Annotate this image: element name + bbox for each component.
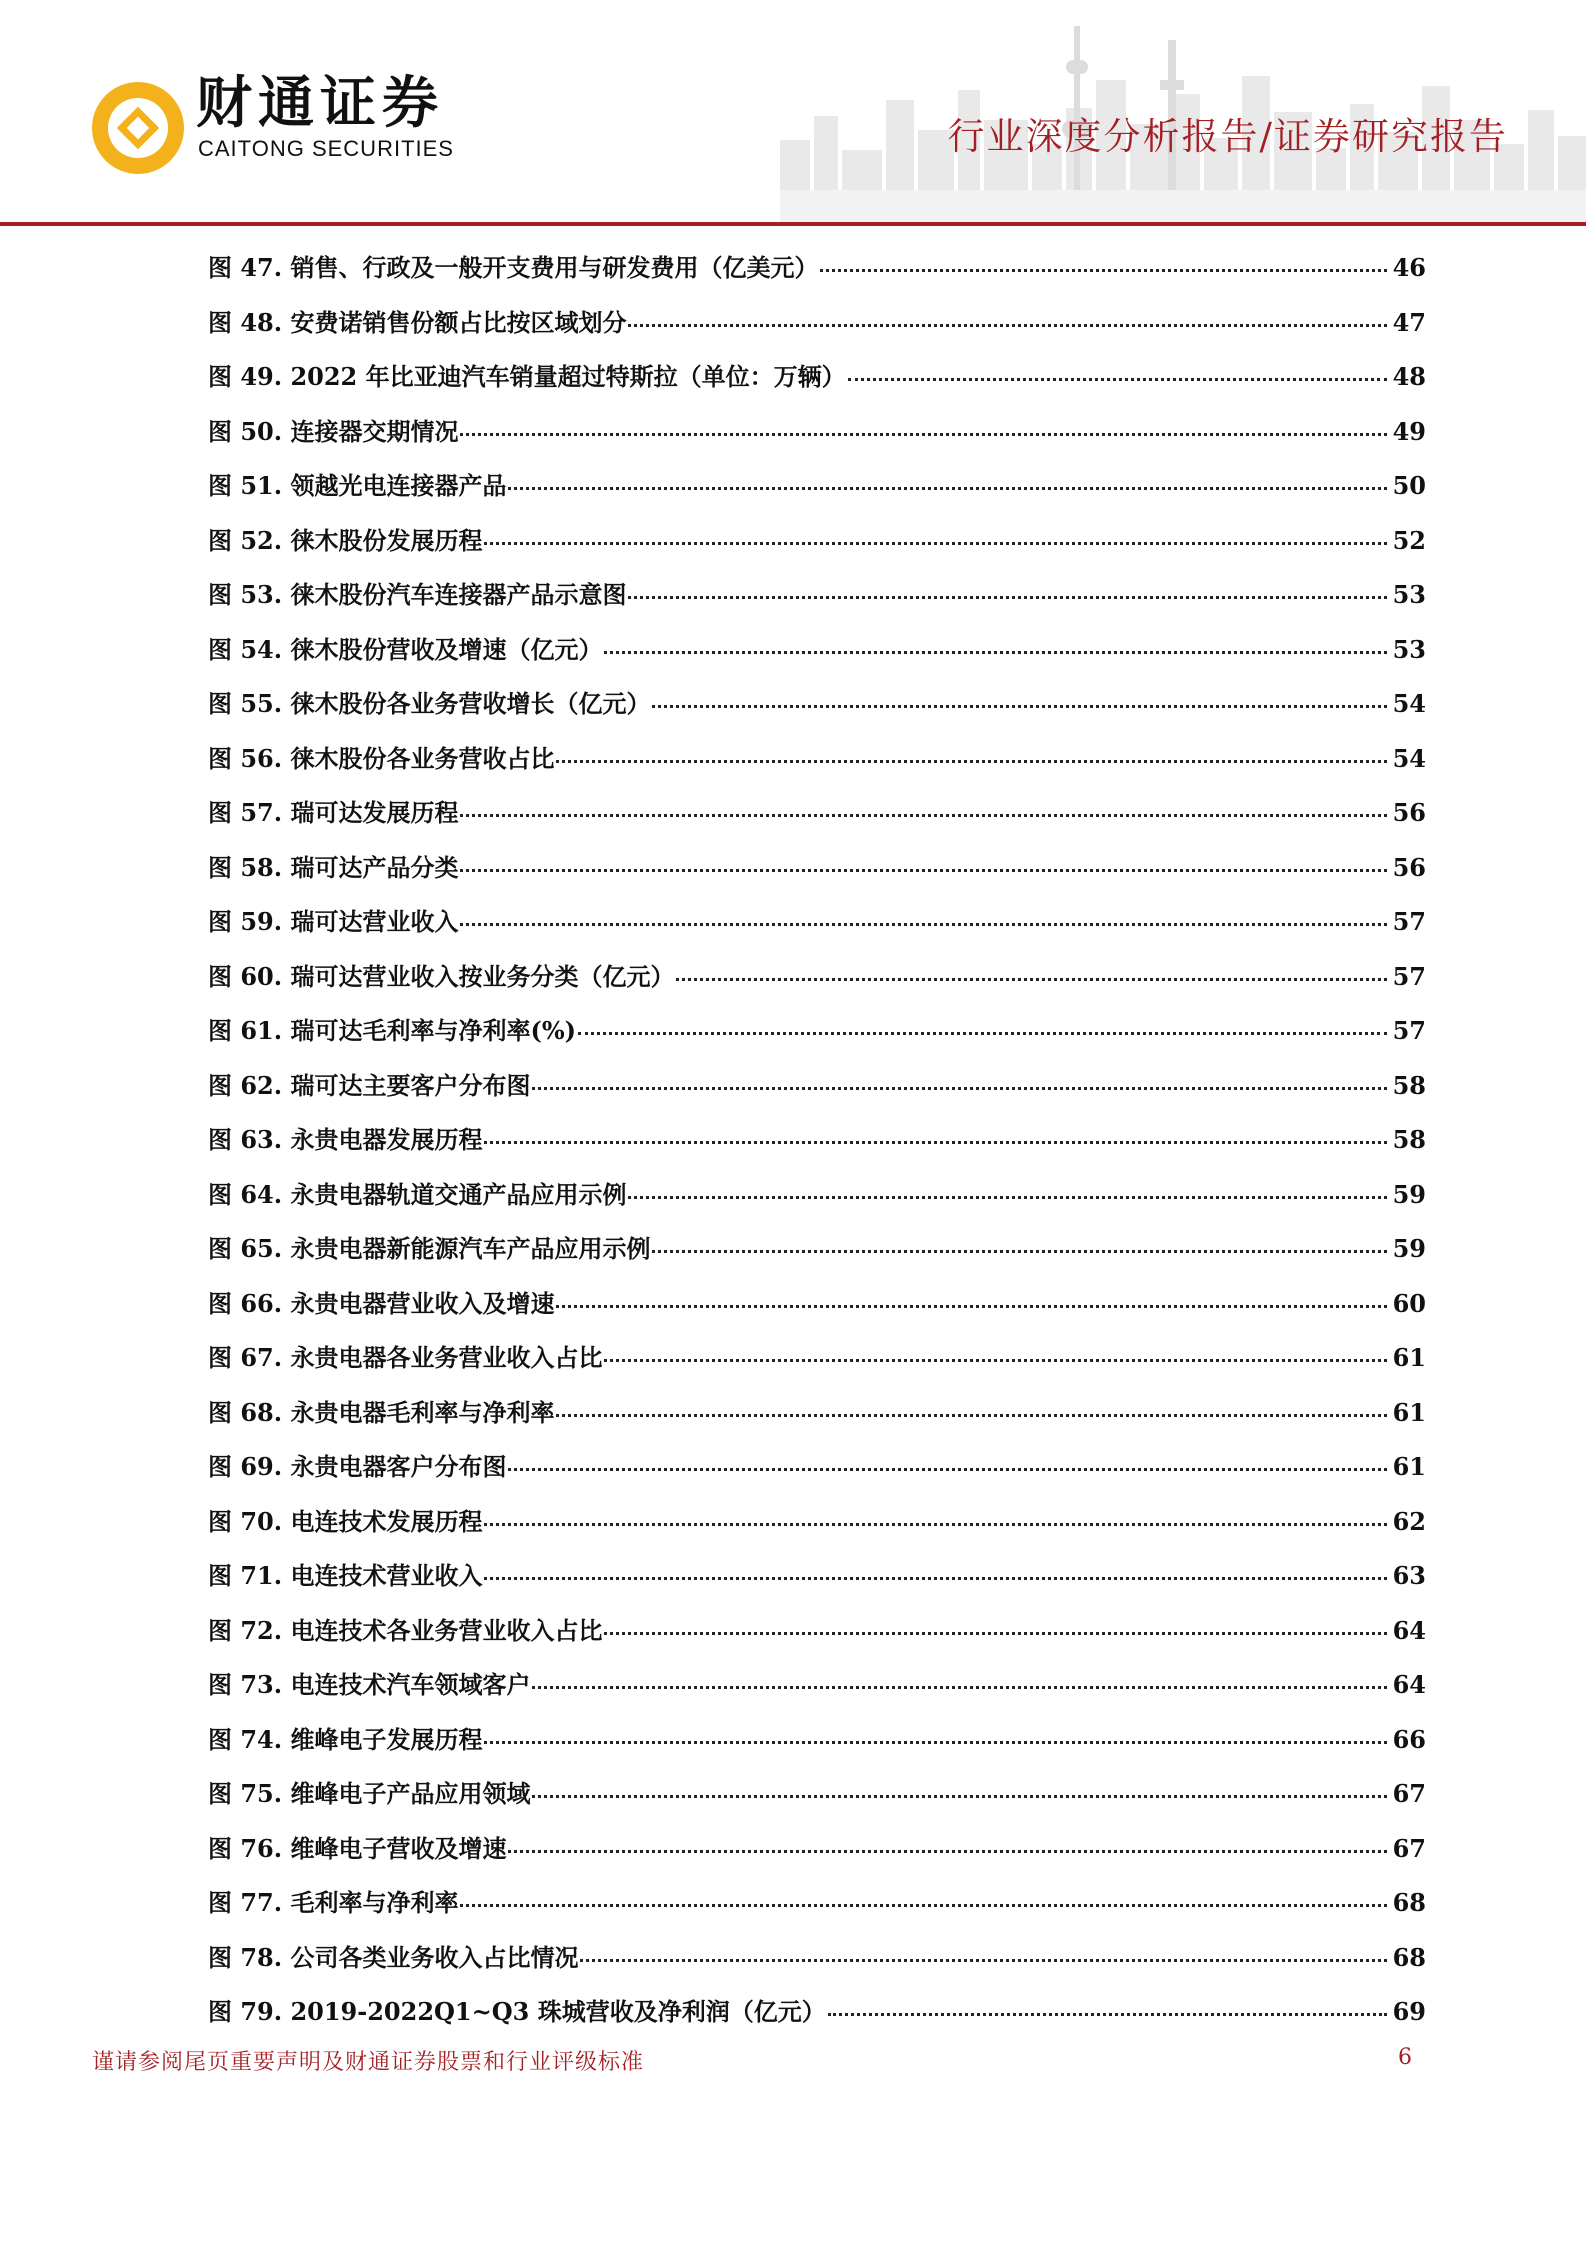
toc-entry-label: 图 78. 公司各类业务收入占比情况: [208, 1942, 579, 1972]
toc-entry[interactable]: [208, 1826, 1426, 1881]
toc-entry-page: 67: [1392, 1779, 1426, 1808]
toc-entry-label: 图 68. 永贵电器毛利率与净利率: [208, 1397, 555, 1427]
dot-leader: [460, 1903, 1386, 1907]
dot-leader: [532, 1794, 1386, 1798]
toc-entry[interactable]: [208, 1117, 1426, 1172]
toc-entry-page: 54: [1392, 689, 1426, 718]
dot-leader: [484, 1576, 1386, 1580]
dot-leader: [604, 1358, 1386, 1362]
dot-leader: [484, 541, 1386, 545]
toc-entry[interactable]: [208, 954, 1426, 1009]
toc-entry-label: 图 58. 瑞可达产品分类: [208, 852, 459, 882]
toc-entry-label: 图 67. 永贵电器各业务营业收入占比: [208, 1343, 603, 1372]
toc-entry-page: 63: [1392, 1561, 1426, 1590]
dot-leader: [460, 922, 1386, 926]
dot-leader: [556, 1413, 1386, 1417]
toc-entry-page: 47: [1392, 307, 1426, 337]
dot-leader: [652, 1249, 1386, 1253]
toc-entry-page: 52: [1392, 525, 1426, 555]
dot-leader: [556, 759, 1386, 763]
toc-entry-label: 图 66. 永贵电器营业收入及增速: [208, 1288, 555, 1318]
dot-leader: [508, 486, 1386, 490]
dot-leader: [484, 1522, 1386, 1526]
toc-entry-label: 图 70. 电连技术发展历程: [208, 1506, 483, 1536]
toc-entry-page: 61: [1392, 1452, 1426, 1481]
dot-leader: [578, 1031, 1387, 1035]
toc-entry[interactable]: [208, 1172, 1426, 1227]
toc-entry-page: 56: [1392, 798, 1426, 827]
toc-entry-page: 57: [1392, 1016, 1426, 1045]
dot-leader: [820, 268, 1386, 272]
toc-entry-page: 58: [1392, 1125, 1426, 1154]
dot-leader: [628, 1195, 1386, 1199]
dot-leader: [628, 323, 1386, 327]
toc-entry[interactable]: [208, 1717, 1426, 1772]
toc-entry-label: 图 51. 领越光电连接器产品: [208, 471, 507, 500]
dot-leader: [484, 1140, 1386, 1144]
toc-entry[interactable]: [208, 1608, 1426, 1663]
page-header: [0, 0, 1586, 228]
toc-entry-label: 图 60. 瑞可达营业收入按业务分类（亿元）: [208, 961, 675, 991]
toc-entry[interactable]: [208, 1008, 1426, 1063]
toc-entry-label: 图 57. 瑞可达发展历程: [208, 798, 459, 827]
toc-entry-label: 图 79. 2019-2022Q1~Q3 珠城营收及净利润（亿元）: [208, 1997, 826, 2026]
toc-entry[interactable]: [208, 572, 1426, 627]
toc-entry[interactable]: [208, 899, 1426, 954]
toc-entry[interactable]: [208, 1935, 1426, 1990]
toc-entry-page: 67: [1392, 1833, 1426, 1863]
toc-entry[interactable]: [208, 681, 1426, 736]
toc-entry-label: 图 69. 永贵电器客户分布图: [208, 1452, 507, 1481]
page-number: 6: [1398, 2045, 1412, 2070]
dot-leader: [604, 1631, 1386, 1635]
toc-entry[interactable]: [208, 300, 1426, 355]
toc-entry[interactable]: [208, 1771, 1426, 1826]
toc-entry-label: 图 61. 瑞可达毛利率与净利率(%): [208, 1016, 576, 1045]
toc-entry-page: 61: [1392, 1397, 1426, 1427]
toc-entry-page: 57: [1392, 961, 1426, 991]
toc-entry[interactable]: [208, 1390, 1426, 1445]
dot-leader: [580, 1958, 1386, 1962]
toc-entry[interactable]: [208, 845, 1426, 900]
toc-entry-label: 图 52. 徕木股份发展历程: [208, 525, 483, 555]
toc-entry-page: 66: [1392, 1724, 1426, 1754]
toc-entry[interactable]: [208, 627, 1426, 682]
toc-entry-page: 69: [1392, 1997, 1426, 2026]
toc-entry-label: 图 49. 2022 年比亚迪汽车销量超过特斯拉（单位：万辆）: [208, 362, 846, 391]
toc-entry-page: 64: [1392, 1615, 1426, 1645]
toc-entry-label: 图 53. 徕木股份汽车连接器产品示意图: [208, 580, 627, 609]
toc-entry[interactable]: [208, 518, 1426, 573]
dot-leader: [460, 432, 1386, 436]
toc-entry-page: 56: [1392, 852, 1426, 882]
figure-index-list: [208, 245, 1426, 2044]
toc-entry[interactable]: [208, 1335, 1426, 1390]
toc-entry-label: 图 59. 瑞可达营业收入: [208, 907, 459, 936]
toc-entry-label: 图 48. 安费诺销售份额占比按区域划分: [208, 307, 627, 337]
toc-entry-page: 64: [1392, 1670, 1426, 1699]
footer-disclaimer: 谨请参阅尾页重要声明及财通证券股票和行业评级标准: [92, 2050, 645, 2075]
toc-entry[interactable]: [208, 790, 1426, 845]
toc-entry-label: 图 50. 连接器交期情况: [208, 416, 459, 446]
toc-entry-label: 图 72. 电连技术各业务营业收入占比: [208, 1615, 603, 1645]
caitong-logo-icon: [88, 78, 188, 178]
toc-entry[interactable]: [208, 245, 1426, 300]
brand-name-cn: 财通证券: [196, 71, 444, 136]
toc-entry[interactable]: [208, 1063, 1426, 1118]
toc-entry[interactable]: [208, 1553, 1426, 1608]
toc-entry[interactable]: [208, 1499, 1426, 1554]
toc-entry[interactable]: [208, 1989, 1426, 2044]
toc-entry-page: 48: [1392, 362, 1426, 391]
report-type-title: 行业深度分析报告/证券研究报告: [947, 115, 1508, 158]
toc-entry-label: 图 74. 维峰电子发展历程: [208, 1724, 483, 1754]
toc-entry[interactable]: [208, 1662, 1426, 1717]
toc-entry-label: 图 56. 徕木股份各业务营收占比: [208, 743, 555, 773]
dot-leader: [508, 1849, 1386, 1853]
toc-entry-page: 59: [1392, 1179, 1426, 1209]
toc-entry-label: 图 62. 瑞可达主要客户分布图: [208, 1070, 531, 1100]
dot-leader: [828, 2012, 1387, 2016]
dot-leader: [460, 868, 1386, 872]
toc-entry-label: 图 54. 徕木股份营收及增速（亿元）: [208, 634, 603, 664]
toc-entry-page: 59: [1392, 1234, 1426, 1263]
dot-leader: [604, 650, 1386, 654]
dot-leader: [628, 595, 1386, 599]
dot-leader: [556, 1304, 1386, 1308]
dot-leader: [676, 977, 1386, 981]
header-divider: [0, 222, 1586, 226]
toc-entry-page: 57: [1392, 907, 1426, 936]
toc-entry-label: 图 77. 毛利率与净利率: [208, 1888, 459, 1917]
toc-entry[interactable]: [208, 1444, 1426, 1499]
toc-entry-label: 图 75. 维峰电子产品应用领域: [208, 1779, 531, 1808]
toc-entry[interactable]: [208, 409, 1426, 464]
dot-leader: [532, 1086, 1386, 1090]
toc-entry[interactable]: [208, 1880, 1426, 1935]
toc-entry-label: 图 76. 维峰电子营收及增速: [208, 1833, 507, 1863]
toc-entry-page: 61: [1392, 1343, 1426, 1372]
toc-entry-page: 60: [1392, 1288, 1426, 1318]
toc-entry-label: 图 55. 徕木股份各业务营收增长（亿元）: [208, 689, 651, 718]
dot-leader: [652, 704, 1386, 708]
toc-entry[interactable]: [208, 1226, 1426, 1281]
toc-entry-label: 图 47. 销售、行政及一般开支费用与研发费用（亿美元）: [208, 253, 819, 282]
toc-entry-page: 46: [1392, 253, 1426, 282]
dot-leader: [848, 377, 1387, 381]
toc-entry-label: 图 73. 电连技术汽车领域客户: [208, 1670, 531, 1699]
brand-name-en: CAITONG SECURITIES: [198, 136, 454, 161]
toc-entry-page: 50: [1392, 471, 1426, 500]
dot-leader: [532, 1685, 1386, 1689]
toc-entry-page: 62: [1392, 1506, 1426, 1536]
toc-entry-label: 图 64. 永贵电器轨道交通产品应用示例: [208, 1179, 627, 1209]
dot-leader: [484, 1740, 1386, 1744]
toc-entry-page: 54: [1392, 743, 1426, 773]
toc-entry[interactable]: [208, 354, 1426, 409]
dot-leader: [460, 813, 1386, 817]
toc-entry-page: 58: [1392, 1070, 1426, 1100]
toc-entry-label: 图 63. 永贵电器发展历程: [208, 1125, 483, 1154]
toc-entry-page: 68: [1392, 1942, 1426, 1972]
toc-entry[interactable]: [208, 463, 1426, 518]
toc-entry-label: 图 65. 永贵电器新能源汽车产品应用示例: [208, 1234, 651, 1263]
toc-entry-page: 53: [1392, 580, 1426, 609]
dot-leader: [508, 1467, 1386, 1471]
toc-entry[interactable]: [208, 1281, 1426, 1336]
toc-entry-page: 53: [1392, 634, 1426, 664]
toc-entry-page: 68: [1392, 1888, 1426, 1917]
toc-entry-page: 49: [1392, 416, 1426, 446]
toc-entry[interactable]: [208, 736, 1426, 791]
toc-entry-label: 图 71. 电连技术营业收入: [208, 1561, 483, 1590]
